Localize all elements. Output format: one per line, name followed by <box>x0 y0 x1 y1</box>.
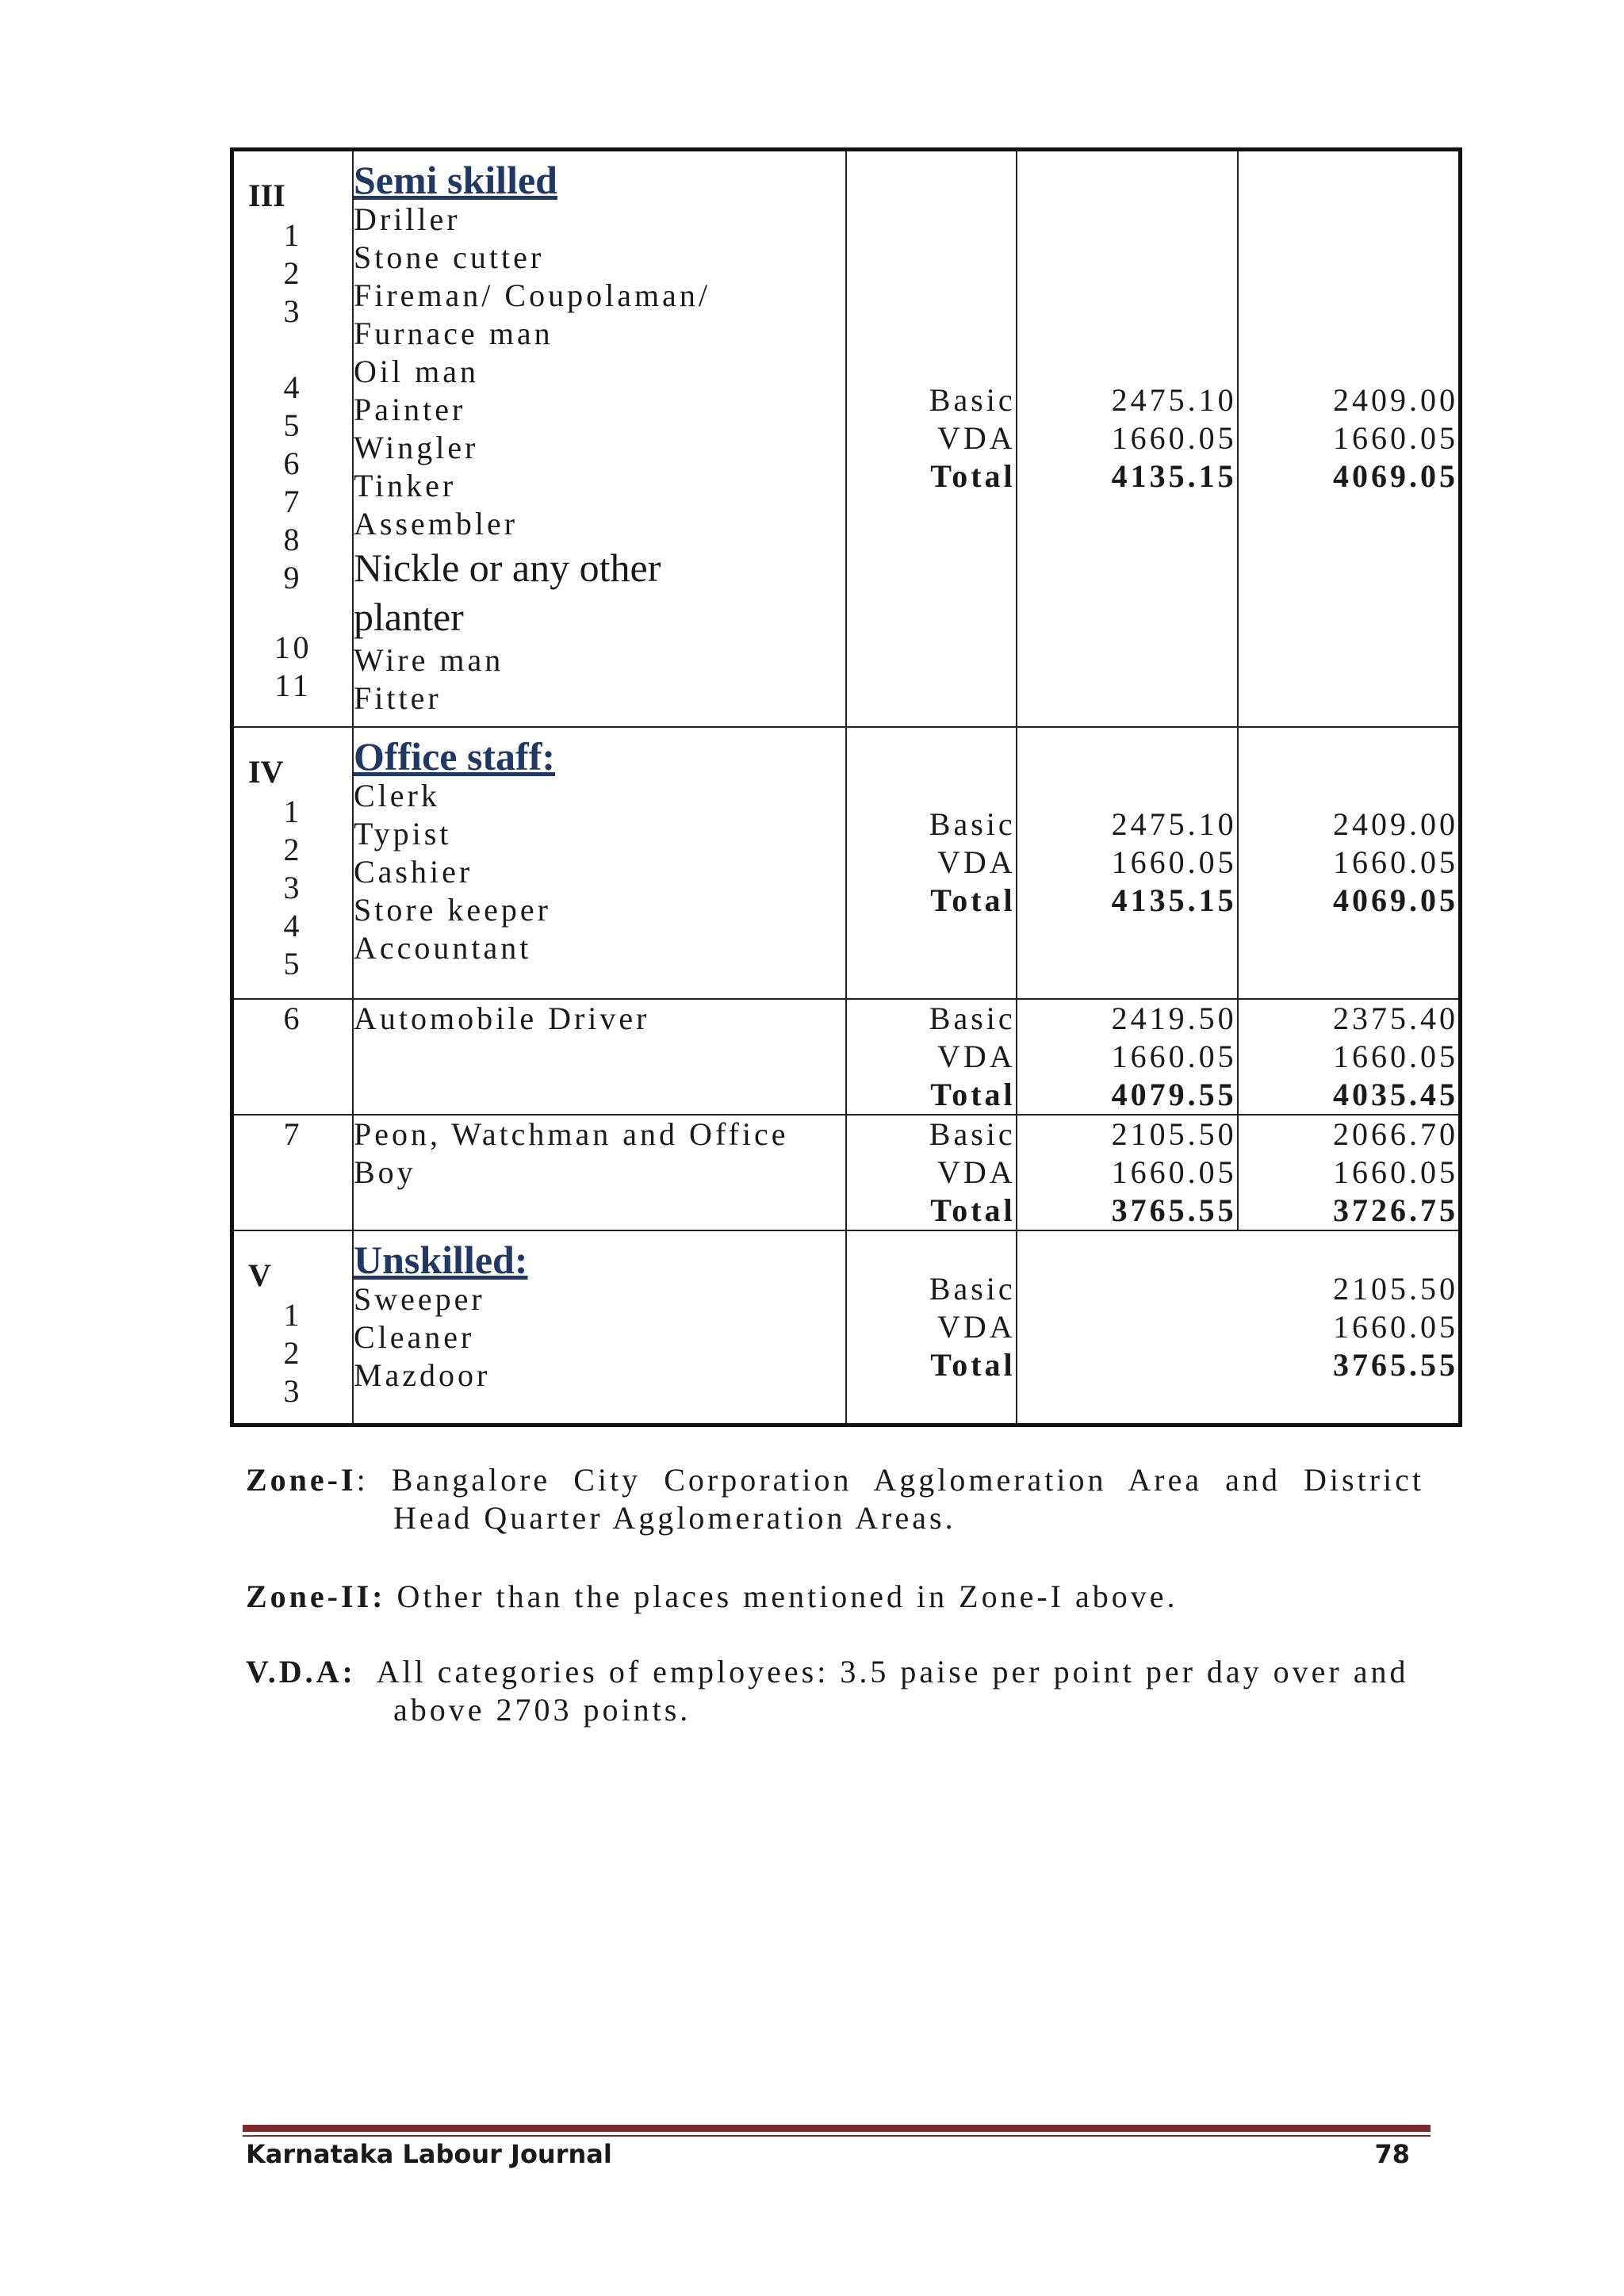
zone2-text: Other than the places mentioned in Zone-I above. <box>385 1578 1178 1614</box>
zone2-total: 3726.75 <box>1333 1192 1458 1228</box>
serial-number: 2 <box>283 1334 303 1371</box>
zone1-vda: 1660.05 <box>1111 844 1237 880</box>
zone1-basic: 2105.50 <box>1111 1115 1237 1152</box>
vda-label: VDA <box>937 1154 1016 1190</box>
job-title: Stone cutter <box>353 239 545 275</box>
zone2-cell <box>1238 999 1461 1115</box>
zone1-cell <box>1017 727 1238 999</box>
job-title: Boy <box>353 1154 416 1190</box>
description-cell <box>353 1115 846 1230</box>
combined-vda: 1660.05 <box>1333 1308 1458 1345</box>
job-title: Furnace man <box>353 316 553 351</box>
category-heading: Semi skilled <box>353 158 557 202</box>
job-title: Peon, Watchman and Office <box>353 1115 789 1152</box>
job-title: Fitter <box>353 680 442 716</box>
total-label: Total <box>930 1346 1016 1383</box>
serial-number: 1 <box>283 217 303 253</box>
job-title: Sweeper <box>353 1280 485 1317</box>
serial-number: 5 <box>283 945 303 982</box>
job-title: Painter <box>353 392 466 427</box>
zone1-vda: 1660.05 <box>1111 420 1237 457</box>
total-label: Total <box>930 1076 1016 1112</box>
description-cell <box>353 999 846 1115</box>
job-title: Automobile Driver <box>353 1000 650 1036</box>
zone2-total: 4069.05 <box>1333 882 1458 918</box>
job-title: planter <box>353 595 464 639</box>
vda-label: VDA <box>937 844 1016 880</box>
vda-label: VDA <box>937 1038 1016 1074</box>
vda-text: All categories of employees: 3.5 paise per point per day over and <box>355 1654 1409 1689</box>
job-title: Accountant <box>353 929 532 966</box>
serial-number: 3 <box>283 869 303 905</box>
serial-number: 9 <box>283 560 303 595</box>
zone1-label: Zone-I <box>246 1462 357 1498</box>
serial-number: 6 <box>283 446 303 481</box>
zone1-cell <box>1017 150 1238 727</box>
zone2-basic: 2409.00 <box>1333 806 1458 842</box>
job-title: Oil man <box>353 354 479 389</box>
wage-label-cell <box>846 1115 1017 1230</box>
serial-number: 2 <box>283 831 303 867</box>
zone2-basic: 2409.00 <box>1333 382 1458 419</box>
serial-number: 4 <box>283 369 303 405</box>
zone1-text-cont: Head Quarter Agglomeration Areas. <box>393 1500 956 1536</box>
description-cell <box>353 150 846 727</box>
zone2-vda: 1660.05 <box>1333 1038 1458 1074</box>
job-title: Fireman/ Coupolaman/ <box>353 277 710 313</box>
zone1-total: 4135.15 <box>1111 882 1237 918</box>
zone1-basic: 2475.10 <box>1111 806 1237 842</box>
zone2-total: 4069.05 <box>1333 458 1458 495</box>
table-row <box>232 1230 1461 1425</box>
serial-number: 10 <box>274 629 312 665</box>
wage-label-cell <box>846 727 1017 999</box>
zone1-vda: 1660.05 <box>1111 1154 1237 1190</box>
description-cell <box>353 1230 846 1425</box>
category-heading: Unskilled: <box>353 1237 528 1282</box>
serial-number: 4 <box>283 907 303 943</box>
zone2-note <box>246 1578 1424 1616</box>
zone1-vda: 1660.05 <box>1111 1038 1237 1074</box>
page-number: 78 <box>1374 2139 1410 2169</box>
zone2-basic: 2066.70 <box>1333 1115 1458 1152</box>
category-heading: Office staff: <box>353 733 556 779</box>
zone1-total: 4079.55 <box>1111 1076 1237 1112</box>
job-title: Cashier <box>353 853 473 890</box>
serial-number: 7 <box>283 1115 303 1152</box>
job-title: Wire man <box>353 642 504 678</box>
job-title: Assembler <box>353 506 519 541</box>
zone1-note <box>246 1461 1424 1537</box>
footer-rule <box>243 2125 1431 2132</box>
basic-label: Basic <box>929 1000 1016 1036</box>
category-roman: IV <box>248 753 284 790</box>
job-title: Cleaner <box>353 1318 475 1355</box>
job-title: Mazdoor <box>353 1357 491 1393</box>
zone2-total: 4035.45 <box>1333 1076 1458 1112</box>
zone1-basic: 2475.10 <box>1111 382 1237 419</box>
spacer <box>234 331 352 369</box>
vda-label: VDA <box>937 1308 1016 1345</box>
serial-number: 1 <box>283 793 303 829</box>
combined-zone-cell <box>1017 1230 1461 1425</box>
job-title: Store keeper <box>353 891 551 928</box>
serial-number: 1 <box>283 1296 303 1333</box>
zone1-basic: 2419.50 <box>1111 1000 1237 1036</box>
zone1-cell <box>1017 999 1238 1115</box>
job-title: Clerk <box>353 777 440 813</box>
zone2-vda: 1660.05 <box>1333 1154 1458 1190</box>
combined-total: 3765.55 <box>1333 1346 1458 1383</box>
vda-text-cont: above 2703 points. <box>393 1692 691 1728</box>
spacer <box>234 597 352 629</box>
total-label: Total <box>930 882 1016 918</box>
table-row <box>232 999 1461 1115</box>
serial-number: 11 <box>274 668 312 703</box>
vda-label: VDA <box>937 420 1016 457</box>
zone1-total: 4135.15 <box>1111 458 1237 495</box>
table-row <box>232 1115 1461 1230</box>
zone2-vda: 1660.05 <box>1333 420 1458 457</box>
page-footer <box>246 2134 1410 2174</box>
serial-number: 5 <box>283 408 303 443</box>
job-title: Wingler <box>353 430 479 465</box>
basic-label: Basic <box>929 1115 1016 1152</box>
table-row <box>232 150 1461 727</box>
basic-label: Basic <box>929 1270 1016 1307</box>
job-title: Driller <box>353 201 461 237</box>
wage-label-cell <box>846 150 1017 727</box>
table-row <box>232 727 1461 999</box>
serial-cell <box>232 1115 353 1230</box>
serial-cell <box>232 1230 353 1425</box>
journal-title: Karnataka Labour Journal <box>246 2139 612 2169</box>
serial-cell <box>232 999 353 1115</box>
serial-number: 7 <box>283 484 303 519</box>
zone1-total: 3765.55 <box>1111 1192 1237 1228</box>
zone2-cell <box>1238 150 1461 727</box>
zone2-cell <box>1238 727 1461 999</box>
total-label: Total <box>930 1192 1016 1228</box>
job-title: Tinker <box>353 468 457 503</box>
wage-label-cell <box>846 1230 1017 1425</box>
basic-label: Basic <box>929 382 1016 419</box>
serial-cell <box>232 727 353 999</box>
job-title: Nickle or any other <box>353 545 661 590</box>
category-roman: III <box>248 178 285 213</box>
vda-label: V.D.A: <box>246 1654 356 1689</box>
serial-number: 3 <box>283 293 303 329</box>
serial-number: 8 <box>283 522 303 557</box>
zone2-basic: 2375.40 <box>1333 1000 1458 1036</box>
wage-label-cell <box>846 999 1017 1115</box>
zone1-text: : Bangalore City Corporation Agglomeration Area and District <box>356 1462 1424 1498</box>
basic-label: Basic <box>929 806 1016 842</box>
category-roman: V <box>248 1257 271 1293</box>
zone2-vda: 1660.05 <box>1333 844 1458 880</box>
job-title: Typist <box>353 815 452 851</box>
combined-basic: 2105.50 <box>1333 1270 1458 1307</box>
serial-number: 2 <box>283 255 303 291</box>
zone2-label: Zone-II: <box>246 1578 386 1614</box>
serial-cell <box>232 150 353 727</box>
description-cell <box>353 727 846 999</box>
serial-number: 6 <box>283 1000 303 1036</box>
zone1-cell <box>1017 1115 1238 1230</box>
total-label: Total <box>930 458 1016 495</box>
vda-note <box>246 1653 1424 1729</box>
wage-table <box>230 147 1462 1427</box>
serial-number: 3 <box>283 1372 303 1409</box>
zone2-cell <box>1238 1115 1461 1230</box>
